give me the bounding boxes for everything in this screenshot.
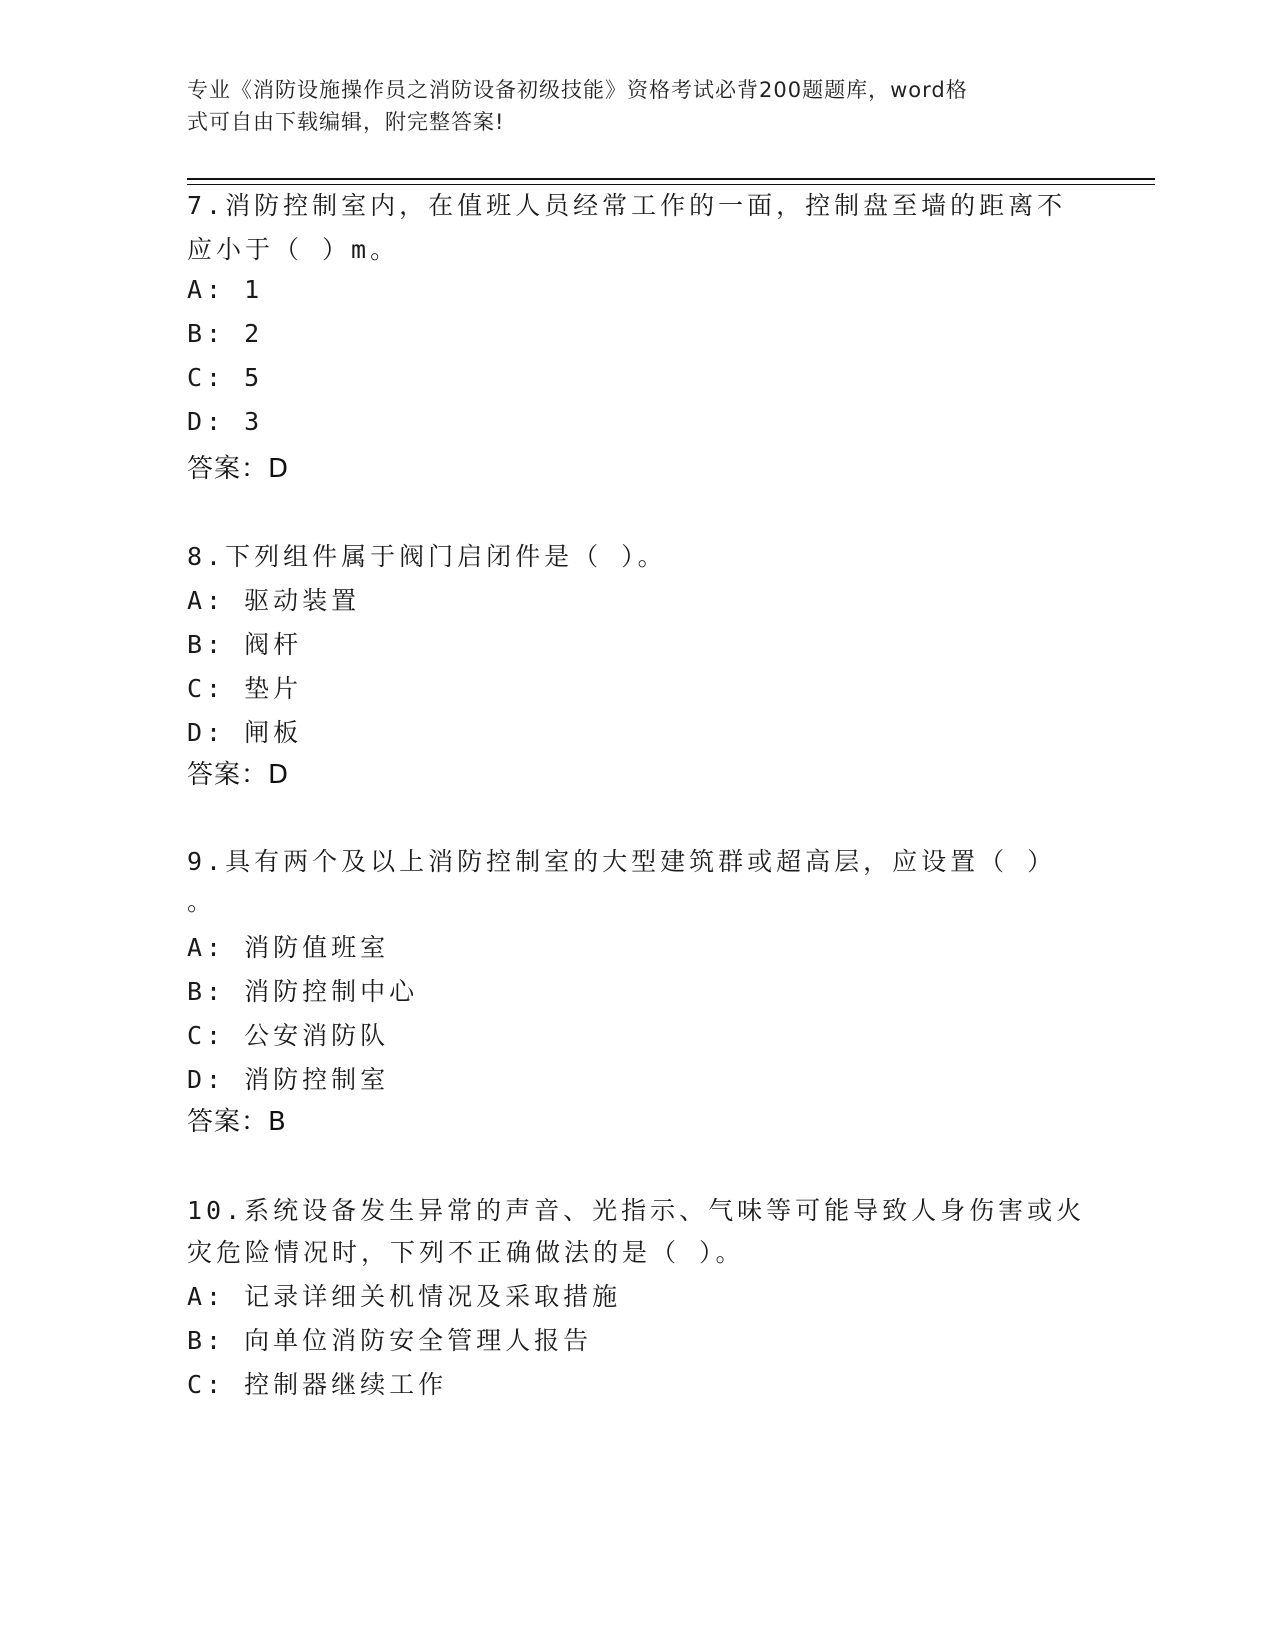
option-d: D: 3 [187, 407, 264, 436]
question-stem-line-2: 。 [187, 887, 217, 916]
option-b: B: 2 [187, 319, 264, 348]
question-stem-line-1: 8.下列组件属于阀门启闭件是（ ）。 [187, 542, 667, 571]
question-stem-line-2: 应小于（ ）m。 [187, 235, 400, 264]
question-stem-line-1: 7.消防控制室内，在值班人员经常工作的一面，控制盘至墙的距离不 [187, 191, 1067, 220]
option-b: B: 阀杆 [187, 630, 303, 659]
option-c: C: 5 [187, 363, 264, 392]
header-rule-thick [187, 178, 1155, 180]
document-header [187, 74, 1067, 138]
option-c: C: 控制器继续工作 [187, 1370, 448, 1399]
option-a: A: 驱动装置 [187, 586, 361, 615]
header-line-2: 式可自由下载编辑，附完整答案! [187, 110, 505, 134]
question-stem-line-2: 灾危险情况时，下列不正确做法的是（ ）。 [187, 1238, 745, 1267]
option-b: B: 消防控制中心 [187, 977, 419, 1006]
question-stem-line-1: 10.系统设备发生异常的声音、光指示、气味等可能导致人身伤害或火 [187, 1196, 1086, 1225]
answer-label: 答案：D [187, 454, 290, 484]
option-d: D: 消防控制室 [187, 1065, 390, 1094]
option-a: A: 1 [187, 275, 264, 304]
answer-label: 答案：D [187, 760, 290, 790]
header-line-1: 专业《消防设施操作员之消防设备初级技能》资格考试必背200题题库，word格 [187, 78, 968, 102]
option-b: B: 向单位消防安全管理人报告 [187, 1326, 593, 1355]
option-c: C: 公安消防队 [187, 1021, 390, 1050]
option-a: A: 消防值班室 [187, 933, 390, 962]
option-a: A: 记录详细关机情况及采取措施 [187, 1282, 622, 1311]
option-d: D: 闸板 [187, 718, 303, 747]
option-c: C: 垫片 [187, 674, 303, 703]
header-rule-thin [187, 184, 1155, 185]
answer-label: 答案：B [187, 1107, 287, 1137]
question-stem-line-1: 9.具有两个及以上消防控制室的大型建筑群或超高层，应设置（ ） [187, 847, 1057, 876]
